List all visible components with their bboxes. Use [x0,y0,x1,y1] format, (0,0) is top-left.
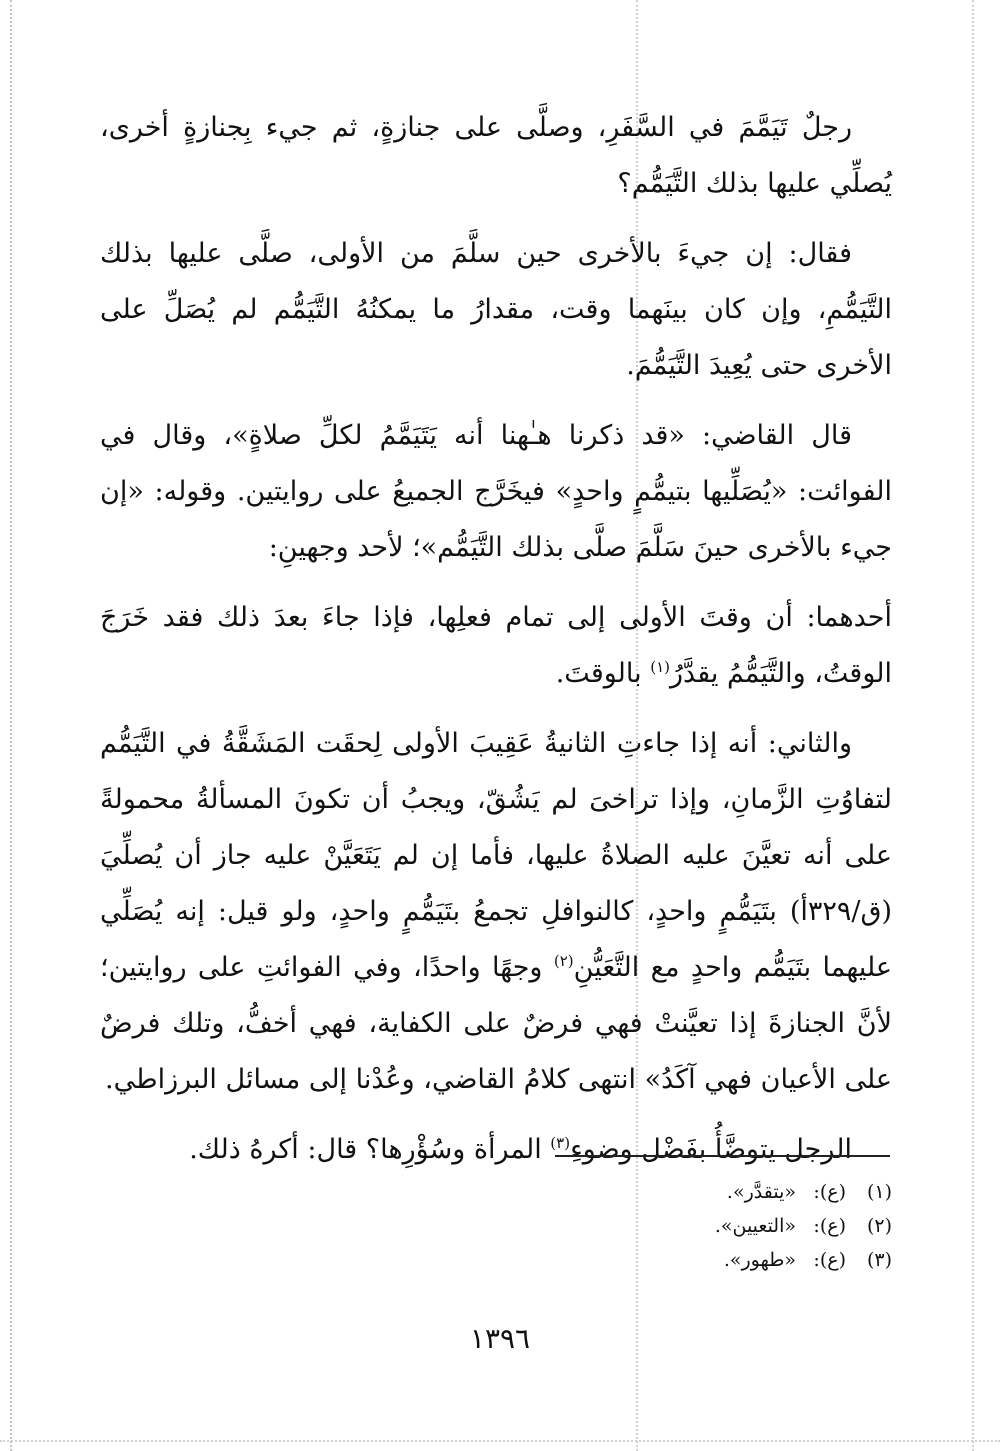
paragraph-text-continued: بالوقتَ. [555,658,651,689]
paragraph-text: أحدهما: أن وقتَ الأولى إلى تمام فعلِها، فإذا جاءَ بعدَ ذلك فقد خَرَجَ الوقتُ، والتَّيَمُّمُ يقدَّرُ [100,602,892,689]
footnote-source: (ع): [813,1215,846,1237]
paragraph-first-aspect [100,590,892,702]
footnote-text: «طهور». [723,1249,796,1271]
footnote-3 [492,1243,892,1277]
paragraph-text: والثاني: أنه إذا جاءتِ الثانيةُ عَقِيبَ الأولى لِحقَت المَشَقَّةُ في التَّيَمُّم لتفاوُتِ الزَّمانِ، وإذا تراخىَ لم يَشُقّ، ويجبُ أن تكونَ المسألةُ محمولةً على أنه تعيَّنَ عليه الصلاةُ عليها، فأما إن لم يَتَعَيَّنْ عليه جاز أن يُصلِّيَ (ق/٣٢٩أ) بتَيَمُّمٍ واحدٍ، كالنوافلِ تجمعُ بتَيَمُّمٍ واحدٍ، ولو قيل: إنه يُصَلِّي عليهما بتَيَمُّم واحدٍ مع التَّعَيُّنِ [100,728,892,983]
paragraph-question-1 [100,100,892,212]
footnote-2 [492,1209,892,1243]
paragraph-question-2 [100,1122,892,1178]
footnote-1 [492,1175,892,1209]
footnote-marker-2: (٢) [553,952,574,970]
footnote-number: (٣) [866,1249,892,1271]
page-body [100,100,892,1192]
paragraph-second-aspect [100,716,892,1108]
right-margin-guide [972,0,974,1451]
paragraph-text-continued: المرأة وسُؤْرِها؟ قال: أكرهُ ذلك. [189,1134,551,1165]
paragraph-qadi-comment [100,408,892,576]
footnote-marker-1: (١) [650,658,670,676]
footnote-source: (ع): [813,1181,846,1203]
footnotes [492,1175,892,1277]
paragraph-text: رجلٌ تَيَمَّمَ في السَّفَرِ، وصلَّى على جنازةٍ، ثم جيء بِجنازةٍ أخرى، يُصلِّي عليها بذلك التَّيَمُّم؟ [100,112,892,199]
footnote-marker-3: (٣) [550,1134,571,1152]
paragraph-text: قال القاضي: «قد ذكرنا هـٰهنا أنه يَتَيَمَّمُ لكلِّ صلاةٍ»، وقال في الفوائت: «يُصَلِّيها بتيمُّمٍ واحدٍ» فيخَرَّج الجميعُ على روايتين. وقوله: «إن جيء بالأخرى حينَ سَلَّمَ صلَّى بذلك التَّيَمُّم»؛ لأحد وجهينِ: [100,420,892,563]
footnote-source: (ع): [813,1249,846,1271]
footnote-text: «التعيين». [714,1215,796,1237]
paragraph-text-continued: وجهًا واحدًا، وفي الفوائتِ على روايتين؛ لأنَّ الجنازةَ إذا تعيَّنتْ فهي فرضٌ على الكفاية، فهي أخفُّ، وتلك فرضٌ على الأعيان فهي آكَدُ» انتهى كلامُ القاضي، وعُدْنا إلى مسائل البرزاطي. [100,952,892,1095]
bottom-guide [0,1440,1000,1442]
left-margin-guide [10,0,12,1451]
footnote-number: (٢) [866,1215,892,1237]
footnote-separator [555,1155,890,1157]
paragraph-text: الرجل يتوضَّأُ بفَضْل وضوءِ [570,1134,852,1165]
footnote-text: «يتقدَّر». [726,1181,796,1203]
paragraph-text: فقال: إن جيءَ بالأخرى حين سلَّمَ من الأولى، صلَّى عليها بذلك التَّيَمُّمِ، وإن كان بينَهما وقت، مقدارُ ما يمكنُهُ التَّيَمُّم لم يُصَلِّ على الأخرى حتى يُعِيدَ التَّيَمُّمَ. [100,238,892,381]
page-number: ١٣٩٦ [469,1322,531,1355]
paragraph-answer-1 [100,226,892,394]
footnote-number: (١) [866,1181,892,1203]
